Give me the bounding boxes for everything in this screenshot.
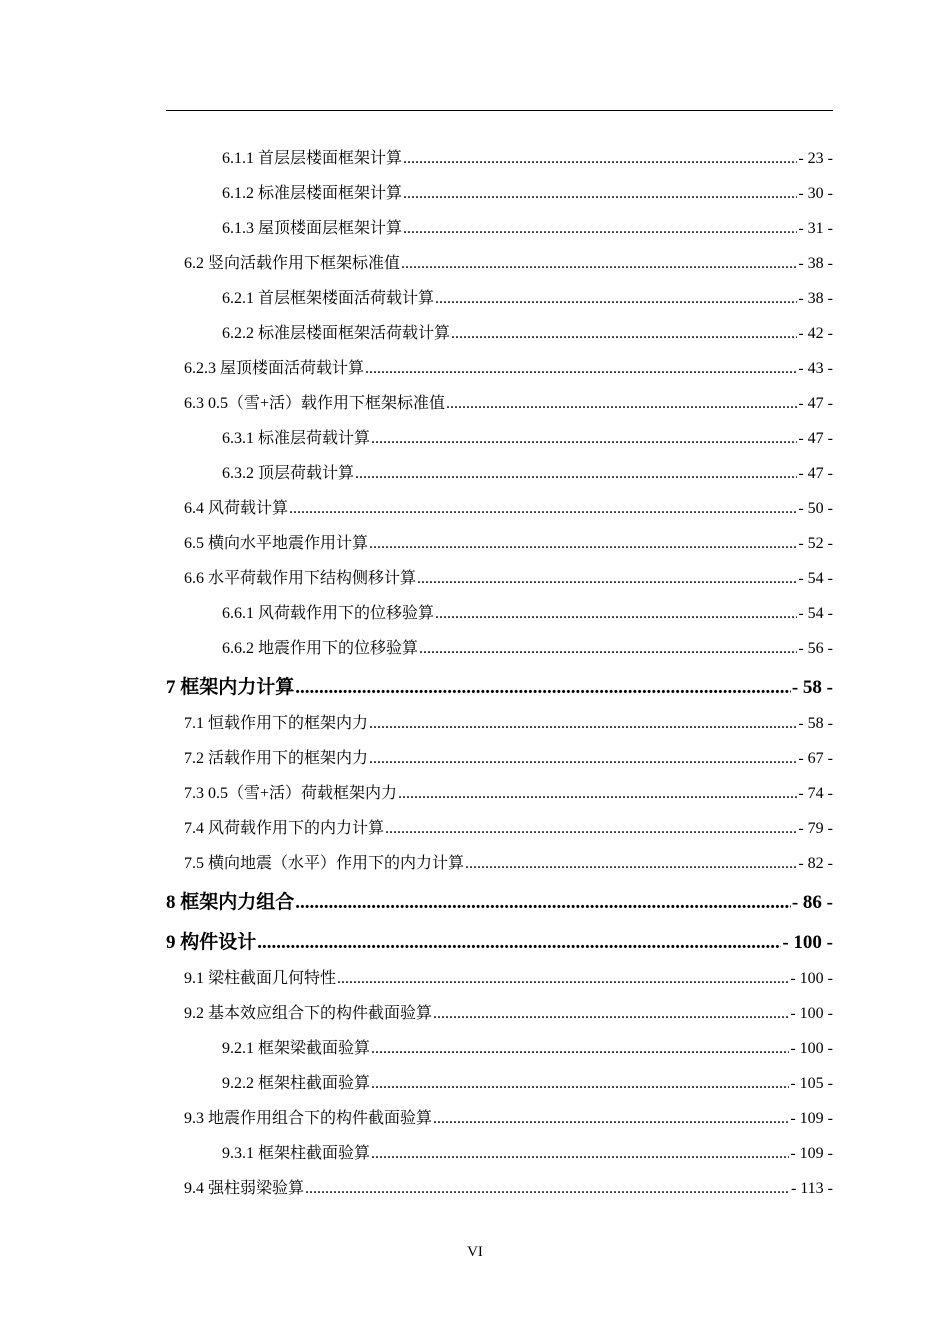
toc-entry[interactable]	[0, 280, 950, 315]
toc-dot-leader	[385, 820, 797, 838]
toc-entry-page: - 109 -	[790, 1145, 833, 1162]
toc-entry-title: 6.2.2 标准层楼面框架活荷载计算	[222, 325, 451, 342]
toc-entry[interactable]	[0, 810, 950, 845]
toc-dot-leader	[435, 290, 797, 308]
toc-entry-page: - 105 -	[790, 1075, 833, 1092]
toc-entry[interactable]	[0, 1170, 950, 1205]
toc-dot-leader	[369, 750, 797, 768]
toc-entry-page: - 47 -	[798, 430, 833, 447]
toc-entry-title: 6.3 0.5（雪+活）载作用下框架标准值	[184, 395, 446, 412]
toc-entry[interactable]	[0, 245, 950, 280]
toc-entry[interactable]	[0, 1135, 950, 1170]
toc-entry[interactable]	[0, 960, 950, 995]
toc-entry[interactable]	[0, 1065, 950, 1100]
toc-entry[interactable]	[0, 455, 950, 490]
toc-entry-title: 9.2 基本效应组合下的构件截面验算	[184, 1005, 433, 1022]
toc-entry-page: - 86 -	[791, 892, 833, 913]
toc-entry[interactable]	[0, 175, 950, 210]
toc-dot-leader	[417, 570, 797, 588]
toc-entry[interactable]	[0, 315, 950, 350]
toc-dot-leader	[295, 677, 791, 699]
toc-entry[interactable]	[0, 665, 950, 705]
toc-dot-leader	[369, 535, 797, 553]
toc-entry-title: 6.1.2 标准层楼面框架计算	[222, 185, 403, 202]
toc-entry-title: 6.1.3 屋顶楼面层框架计算	[222, 220, 403, 237]
toc-entry[interactable]	[0, 210, 950, 245]
toc-dot-leader	[403, 185, 797, 203]
header-rule	[166, 110, 833, 111]
toc-dot-leader	[435, 605, 797, 623]
toc-dot-leader	[295, 892, 791, 914]
toc-entry-page: - 56 -	[798, 640, 833, 657]
table-of-contents	[0, 140, 950, 1205]
toc-entry-title: 7.4 风荷载作用下的内力计算	[184, 820, 385, 837]
toc-dot-leader	[419, 640, 797, 658]
toc-entry-title: 9.3.1 框架柱截面验算	[222, 1145, 371, 1162]
toc-entry[interactable]	[0, 560, 950, 595]
toc-dot-leader	[371, 1075, 789, 1093]
toc-entry-page: - 54 -	[798, 605, 833, 622]
toc-entry-page: - 42 -	[798, 325, 833, 342]
toc-entry-page: - 54 -	[798, 570, 833, 587]
toc-dot-leader	[305, 1180, 790, 1198]
toc-entry-page: - 100 -	[790, 970, 833, 987]
toc-entry-title: 9.4 强柱弱梁验算	[184, 1180, 305, 1197]
toc-entry-page: - 47 -	[798, 465, 833, 482]
toc-entry-title: 6.4 风荷载计算	[184, 500, 289, 517]
toc-dot-leader	[451, 325, 797, 343]
toc-dot-leader	[289, 500, 797, 518]
toc-entry-title: 7.3 0.5（雪+活）荷载框架内力	[184, 785, 398, 802]
toc-dot-leader	[433, 1005, 789, 1023]
toc-entry-title: 7 框架内力计算	[166, 677, 295, 698]
toc-dot-leader	[365, 360, 797, 378]
toc-entry[interactable]	[0, 1100, 950, 1135]
toc-dot-leader	[465, 855, 797, 873]
toc-entry[interactable]	[0, 595, 950, 630]
toc-entry-title: 7.1 恒载作用下的框架内力	[184, 715, 369, 732]
toc-entry-page: - 100 -	[790, 1040, 833, 1057]
toc-entry-title: 6.6 水平荷载作用下结构侧移计算	[184, 570, 417, 587]
toc-entry-page: - 74 -	[798, 785, 833, 802]
toc-entry-title: 6.3.1 标准层荷载计算	[222, 430, 371, 447]
toc-entry-page: - 82 -	[798, 855, 833, 872]
toc-entry-page: - 23 -	[798, 150, 833, 167]
toc-entry-title: 9.2.1 框架梁截面验算	[222, 1040, 371, 1057]
toc-entry[interactable]	[0, 775, 950, 810]
toc-entry[interactable]	[0, 630, 950, 665]
toc-entry-page: - 31 -	[798, 220, 833, 237]
toc-entry-page: - 79 -	[798, 820, 833, 837]
toc-entry[interactable]	[0, 705, 950, 740]
toc-entry-page: - 67 -	[798, 750, 833, 767]
toc-entry-title: 7.2 活载作用下的框架内力	[184, 750, 369, 767]
toc-entry-page: - 50 -	[798, 500, 833, 517]
toc-entry-page: - 47 -	[798, 395, 833, 412]
toc-entry-page: - 30 -	[798, 185, 833, 202]
toc-dot-leader	[355, 465, 797, 483]
toc-entry[interactable]	[0, 880, 950, 920]
toc-entry-title: 9.3 地震作用组合下的构件截面验算	[184, 1110, 433, 1127]
toc-entry[interactable]	[0, 845, 950, 880]
toc-entry[interactable]	[0, 525, 950, 560]
toc-entry-page: - 109 -	[790, 1110, 833, 1127]
toc-entry-title: 6.2.3 屋顶楼面活荷载计算	[184, 360, 365, 377]
toc-entry-title: 6.5 横向水平地震作用计算	[184, 535, 369, 552]
toc-entry-page: - 38 -	[798, 255, 833, 272]
toc-entry-title: 6.1.1 首层层楼面框架计算	[222, 150, 403, 167]
toc-entry-title: 9.1 梁柱截面几何特性	[184, 970, 337, 987]
toc-dot-leader	[401, 255, 797, 273]
toc-entry-title: 6.3.2 顶层荷载计算	[222, 465, 355, 482]
toc-dot-leader	[371, 1040, 789, 1058]
toc-dot-leader	[403, 150, 797, 168]
toc-dot-leader	[371, 430, 797, 448]
toc-entry-title: 6.6.1 风荷载作用下的位移验算	[222, 605, 435, 622]
toc-dot-leader	[369, 715, 797, 733]
toc-entry-page: - 43 -	[798, 360, 833, 377]
toc-entry-title: 6.6.2 地震作用下的位移验算	[222, 640, 419, 657]
toc-entry[interactable]	[0, 740, 950, 775]
toc-entry[interactable]	[0, 420, 950, 455]
toc-entry-page: - 100 -	[790, 1005, 833, 1022]
toc-dot-leader	[398, 785, 797, 803]
toc-entry-title: 6.2.1 首层框架楼面活荷载计算	[222, 290, 435, 307]
toc-dot-leader	[446, 395, 797, 413]
toc-dot-leader	[403, 220, 797, 238]
page-number: VI	[467, 1244, 483, 1260]
toc-dot-leader	[433, 1110, 789, 1128]
toc-entry-title: 8 框架内力组合	[166, 892, 295, 913]
toc-dot-leader	[371, 1145, 789, 1163]
toc-dot-leader	[257, 932, 781, 954]
toc-entry[interactable]	[0, 1030, 950, 1065]
toc-entry[interactable]	[0, 350, 950, 385]
toc-entry-page: - 100 -	[782, 932, 833, 953]
toc-entry-title: 9.2.2 框架柱截面验算	[222, 1075, 371, 1092]
toc-dot-leader	[337, 970, 789, 988]
toc-entry[interactable]	[0, 385, 950, 420]
toc-entry[interactable]	[0, 490, 950, 525]
toc-entry[interactable]	[0, 995, 950, 1030]
toc-entry-title: 6.2 竖向活载作用下框架标准值	[184, 255, 401, 272]
toc-entry[interactable]	[0, 920, 950, 960]
toc-entry-page: - 58 -	[798, 715, 833, 732]
toc-entry-title: 7.5 横向地震（水平）作用下的内力计算	[184, 855, 465, 872]
toc-entry-page: - 58 -	[791, 677, 833, 698]
toc-entry-page: - 38 -	[798, 290, 833, 307]
toc-entry-page: - 113 -	[790, 1180, 833, 1197]
toc-entry-title: 9 构件设计	[166, 932, 257, 953]
toc-entry[interactable]	[0, 140, 950, 175]
toc-entry-page: - 52 -	[798, 535, 833, 552]
